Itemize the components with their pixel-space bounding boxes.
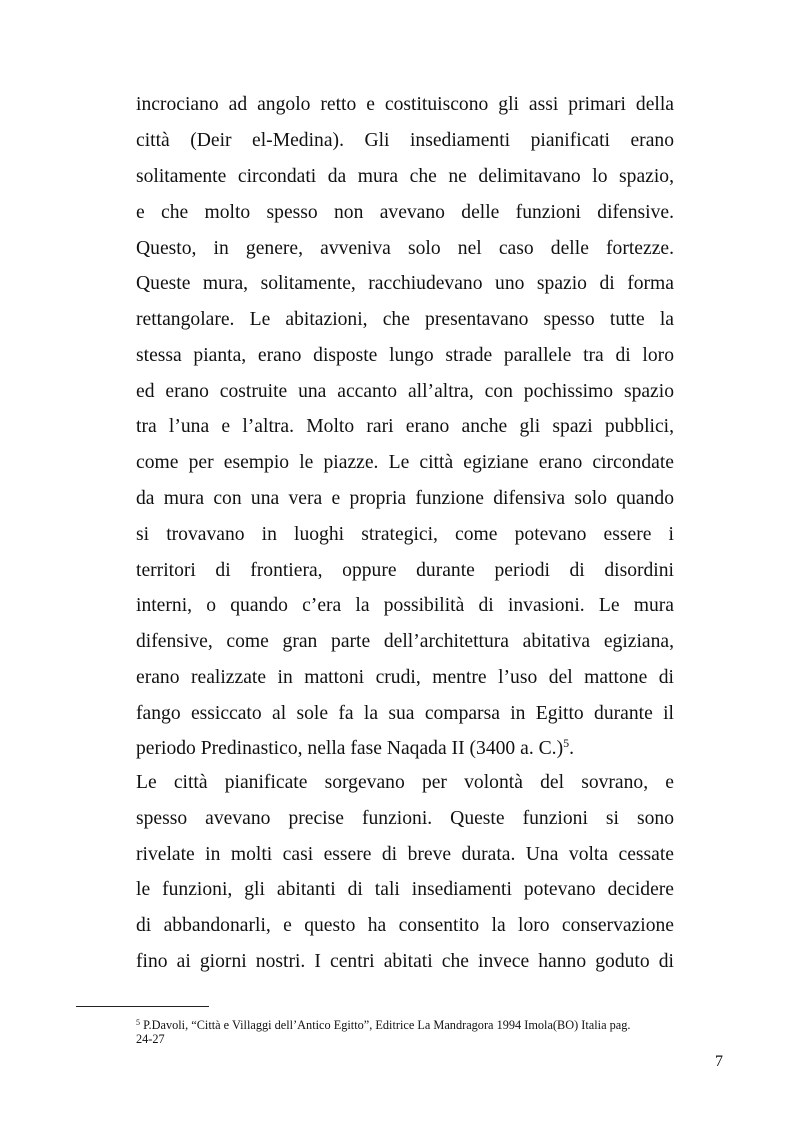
- body-line: fango essiccato al sole fa la sua comparsa in Egitto durante il: [136, 703, 674, 724]
- footnote: [136, 1018, 676, 1032]
- body-line: tra l’una e l’altra. Molto rari erano anche gli spazi pubblici,: [136, 416, 674, 437]
- body-line: [136, 737, 674, 761]
- footnote-separator: [76, 1006, 209, 1007]
- body-line: e che molto spesso non avevano delle funzioni difensive.: [136, 202, 674, 223]
- body-line: territori di frontiera, oppure durante periodi di disordini: [136, 560, 674, 581]
- sentence-period: .: [569, 738, 575, 759]
- body-line: da mura con una vera e propria funzione difensiva solo quando: [136, 488, 674, 509]
- body-line: rivelate in molti casi essere di breve durata. Una volta cessate: [136, 844, 674, 865]
- body-line: rettangolare. Le abitazioni, che presentavano spesso tutte la: [136, 309, 674, 330]
- body-line: difensive, come gran parte dell’architettura abitativa egiziana,: [136, 631, 674, 652]
- body-line: Queste mura, solitamente, racchiudevano uno spazio di forma: [136, 273, 674, 294]
- body-line-text: periodo Predinastico, nella fase Naqada II (3400 a. C.): [136, 738, 564, 759]
- body-line: si trovavano in luoghi strategici, come potevano essere i: [136, 524, 674, 545]
- page-number: 7: [715, 1053, 723, 1070]
- body-line: spesso avevano precise funzioni. Queste funzioni si sono: [136, 808, 674, 829]
- footnote-continuation: 24-27: [136, 1032, 165, 1046]
- body-line: incrociano ad angolo retto e costituiscono gli assi primari della: [136, 94, 674, 115]
- body-line: fino ai giorni nostri. I centri abitati che invece hanno goduto di: [136, 951, 674, 972]
- body-line: stessa pianta, erano disposte lungo strade parallele tra di loro: [136, 345, 674, 366]
- body-line: come per esempio le piazze. Le città egiziane erano circondate: [136, 452, 674, 473]
- body-line: solitamente circondati da mura che ne delimitavano lo spazio,: [136, 166, 674, 187]
- body-line: Questo, in genere, avveniva solo nel caso delle fortezze.: [136, 238, 674, 259]
- footnote-marker: 5: [136, 1018, 140, 1027]
- footnote-reference[interactable]: 5: [563, 736, 570, 750]
- body-line: le funzioni, gli abitanti di tali insediamenti potevano decidere: [136, 879, 674, 900]
- body-line: ed erano costruite una accanto all’altra, con pochissimo spazio: [136, 381, 674, 402]
- footnote-text: P.Davoli, “Città e Villaggi dell’Antico Egitto”, Editrice La Mandragora 1994 Imola(BO) Italia pag.: [140, 1018, 631, 1032]
- body-line: di abbandonarli, e questo ha consentito la loro conservazione: [136, 915, 674, 936]
- body-line: erano realizzate in mattoni crudi, mentre l’uso del mattone di: [136, 667, 674, 688]
- body-line: città (Deir el-Medina). Gli insediamenti pianificati erano: [136, 130, 674, 151]
- body-line: interni, o quando c’era la possibilità di invasioni. Le mura: [136, 595, 674, 616]
- body-line: Le città pianificate sorgevano per volontà del sovrano, e: [136, 772, 674, 793]
